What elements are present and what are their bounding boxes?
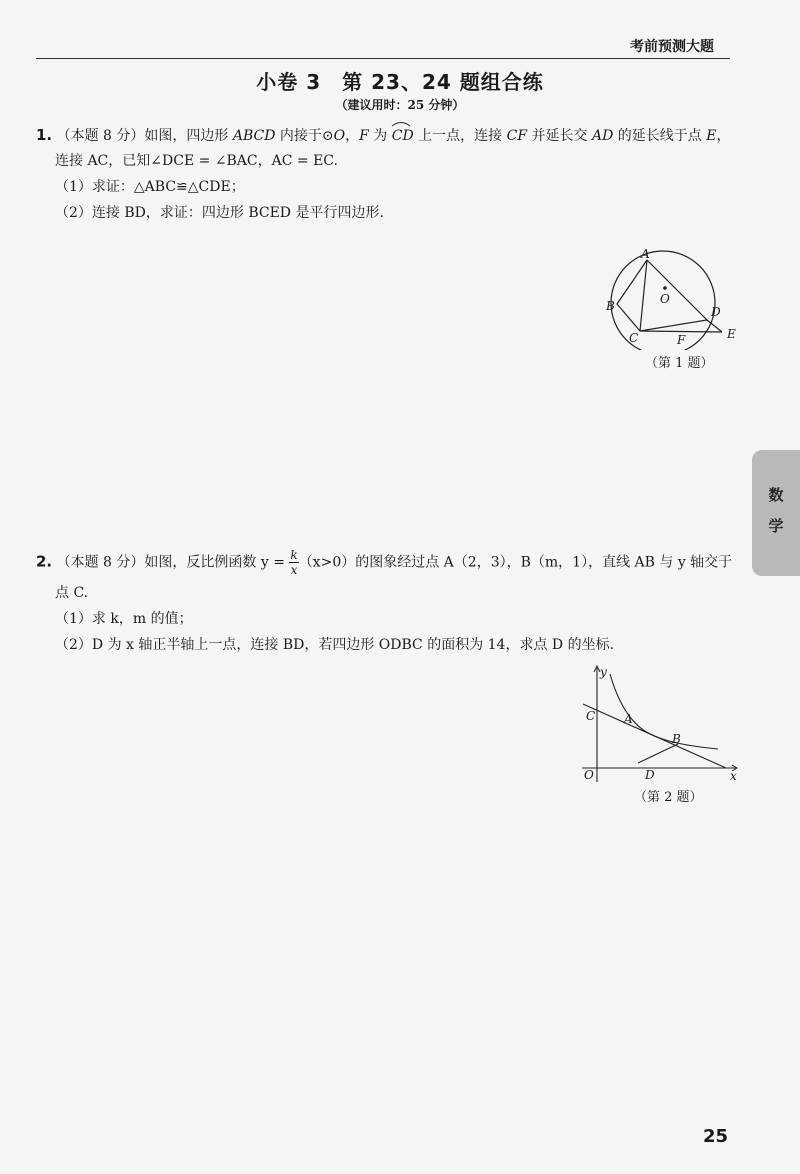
question-2-line-1 <box>36 548 732 577</box>
label-c: C <box>629 331 639 345</box>
segment-ac <box>640 260 647 331</box>
center-dot <box>663 286 667 290</box>
label-d: D <box>711 305 721 319</box>
label-f: F <box>677 333 686 347</box>
label-origin: O <box>584 768 594 782</box>
fraction-denominator: x <box>290 563 298 577</box>
question-2-text-b: （x>0）的图象经过点 A（2，3），B（m，1），直线 AB 与 y 轴交于 <box>298 554 733 571</box>
figure-2-caption: （第 2 题） <box>634 790 703 805</box>
question-1-text-b: 内接于⊙ <box>275 128 334 144</box>
page-title: 小卷 3 第 23、24 题组合练 <box>256 70 544 94</box>
header-divider <box>36 58 730 59</box>
page-subtitle: （建议用时：25 分钟） <box>335 98 465 112</box>
label-o: O <box>660 292 670 306</box>
label-d: D <box>645 768 655 782</box>
label-a: A <box>624 712 633 726</box>
label-e: E <box>727 327 736 341</box>
figure-1-circle-diagram <box>605 248 755 350</box>
side-tab-char-2: 学 <box>768 517 784 535</box>
q1-abcd: ABCD <box>232 128 276 144</box>
question-2-text-a: （本题 8 分）如图，反比例函数 y = <box>56 554 290 571</box>
question-1-text-a: （本题 8 分）如图，四边形 <box>56 128 233 144</box>
q1-cd: CD <box>391 128 414 144</box>
question-1-line-2: 连接 AC，已知∠DCE = ∠BAC，AC = EC. <box>55 153 338 169</box>
label-x: x <box>730 769 737 783</box>
question-1-number: 1. <box>36 126 53 144</box>
question-1-text-e: 上一点，连接 <box>413 128 507 144</box>
page-number: 25 <box>702 1126 728 1147</box>
label-a: A <box>641 248 650 261</box>
side-tab-char-1: 数 <box>768 486 784 504</box>
question-1-text-f: 并延长交 <box>527 128 592 144</box>
question-2-line-2: 点 C. <box>55 585 89 601</box>
question-1-line-1 <box>36 124 730 147</box>
q1-cf: CF <box>506 128 528 144</box>
question-2-part-1: （1）求 k，m 的值； <box>55 611 193 627</box>
fraction-k-over-x <box>289 548 298 577</box>
q1-o: O <box>333 128 346 144</box>
q1-e: E <box>706 128 717 144</box>
question-1-text-d: 为 <box>368 128 392 144</box>
line-ab <box>583 704 726 768</box>
question-2-part-2: （2）D 为 x 轴正半轴上一点，连接 BD，若四边形 ODBC 的面积为 14，求点 D 的坐标. <box>55 637 615 653</box>
label-y: y <box>600 665 607 679</box>
figure-1-caption: （第 1 题） <box>645 356 714 371</box>
header-category: 考前预测大题 <box>630 39 714 55</box>
question-2-number: 2. <box>36 552 53 571</box>
q1-f: F <box>359 128 369 144</box>
question-1-part-2: （2）连接 BD，求证：四边形 BCED 是平行四边形. <box>55 205 384 221</box>
arc-mark-icon <box>391 121 411 127</box>
question-1-text-c: ， <box>345 128 360 144</box>
figure-2-coordinate-diagram <box>578 662 743 784</box>
question-1-text-h: ， <box>716 128 731 144</box>
q1-ad: AD <box>591 128 614 144</box>
label-b: B <box>606 299 615 313</box>
label-b: B <box>672 732 681 746</box>
segment-bd <box>638 744 678 763</box>
arc-cd <box>392 125 414 147</box>
question-1-part-1: （1）求证：△ABC≌△CDE； <box>55 179 245 195</box>
question-1-text-g: 的延长线于点 <box>613 128 707 144</box>
segment-ce <box>640 331 722 332</box>
subject-side-tab <box>752 450 800 576</box>
fraction-numerator: k <box>290 548 298 562</box>
label-c: C <box>586 709 596 723</box>
